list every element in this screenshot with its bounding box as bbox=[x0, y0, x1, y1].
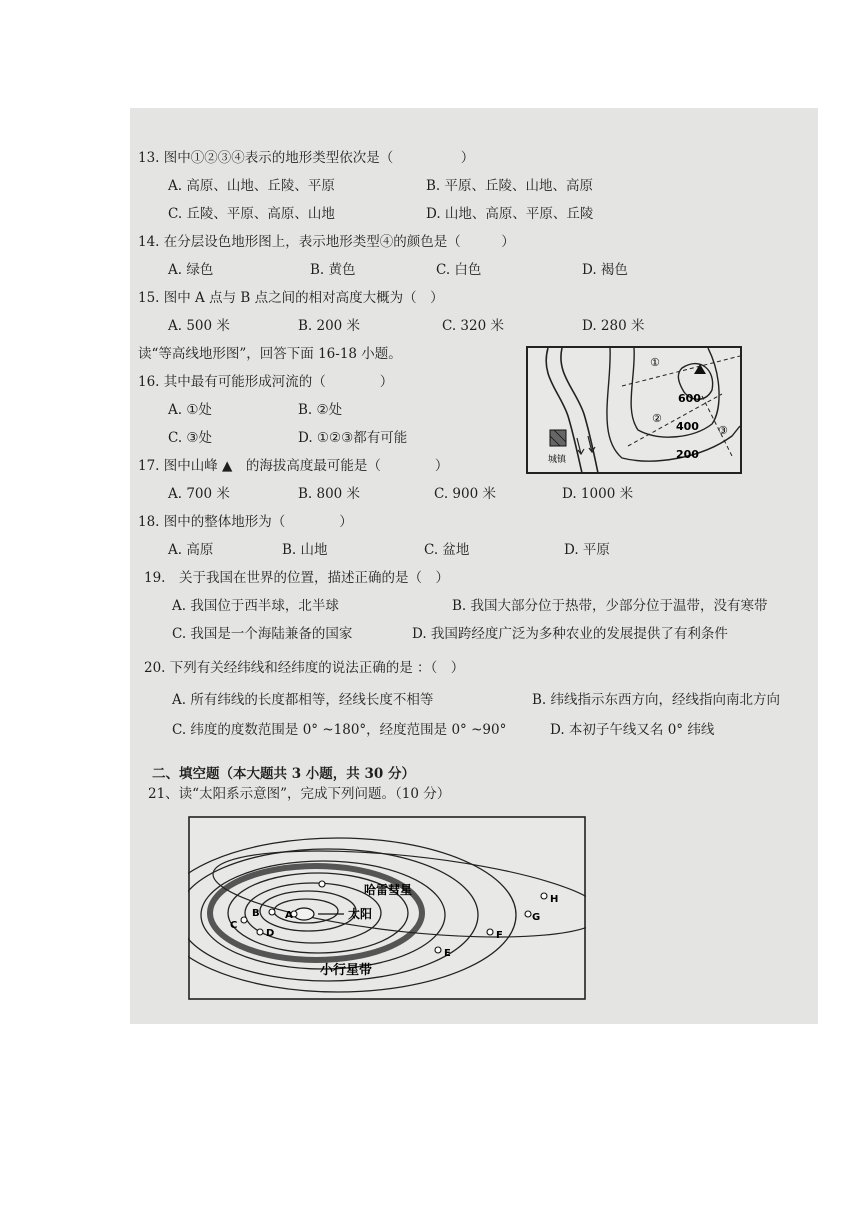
intro-16-18: 读“等高线地形图”，回答下面 16-18 小题。 bbox=[138, 346, 402, 362]
question-15: 15. 图中 A 点与 B 点之间的相对高度大概为（ ） bbox=[138, 290, 444, 306]
point-A: A bbox=[285, 910, 293, 921]
q17-option-a: A. 700 米 bbox=[168, 486, 230, 502]
q19-option-d: D. 我国跨经度广泛为多种农业的发展提供了有利条件 bbox=[412, 626, 728, 642]
q18-option-d: D. 平原 bbox=[564, 542, 610, 558]
point-C-left: C bbox=[230, 920, 238, 931]
q13-option-b: B. 平原、丘陵、山地、高原 bbox=[426, 178, 594, 194]
q14-option-a: A. 绿色 bbox=[168, 262, 214, 278]
section-2-heading: 二、填空题（本大题共 3 小题，共 30 分） bbox=[152, 766, 415, 782]
sun-label: 太阳 bbox=[348, 907, 373, 921]
q14-option-d: D. 褐色 bbox=[582, 262, 628, 278]
point-G: G bbox=[532, 912, 541, 923]
town-label: 城镇 bbox=[548, 455, 567, 465]
question-17: 17. 图中山峰 ▲ 的海拔高度最可能是（ ） bbox=[138, 458, 449, 474]
q18-option-c: C. 盆地 bbox=[424, 542, 470, 558]
q15-option-b: B. 200 米 bbox=[298, 318, 361, 334]
q18-option-b: B. 山地 bbox=[282, 542, 328, 558]
marker-3: ③ bbox=[718, 424, 728, 437]
q20-option-a: A. 所有纬线的长度都相等，经线长度不相等 bbox=[172, 692, 434, 708]
q14-option-c: C. 白色 bbox=[436, 262, 482, 278]
point-E: E bbox=[444, 948, 451, 959]
point-B: B bbox=[252, 908, 260, 919]
solar-system-diagram bbox=[188, 816, 586, 1000]
q17-option-d: D. 1000 米 bbox=[562, 486, 634, 502]
question-16: 16. 其中最有可能形成河流的（ ） bbox=[138, 374, 394, 390]
contour-label-200: 200 bbox=[676, 448, 699, 461]
q15-option-a: A. 500 米 bbox=[168, 318, 230, 334]
q15-option-c: C. 320 米 bbox=[442, 318, 504, 334]
question-18: 18. 图中的整体地形为（ ） bbox=[138, 514, 353, 530]
q16-option-b: B. ②处 bbox=[298, 402, 343, 418]
q13-option-c: C. 丘陵、平原、高原、山地 bbox=[168, 206, 335, 222]
scanned-exam-page bbox=[130, 108, 818, 1024]
q19-option-c: C. 我国是一个海陆兼备的国家 bbox=[172, 626, 353, 642]
q20-option-b: B. 纬线指示东西方向，经线指向南北方向 bbox=[532, 692, 781, 708]
q19-option-a: A. 我国位于西半球，北半球 bbox=[172, 598, 339, 614]
q17-option-b: B. 800 米 bbox=[298, 486, 361, 502]
q20-option-d: D. 本初子午线又名 0° 纬线 bbox=[550, 722, 715, 738]
belt-label: 小行星带 bbox=[320, 963, 373, 978]
contour-label-600: 600 bbox=[678, 392, 701, 405]
q16-option-a: A. ①处 bbox=[168, 402, 212, 418]
marker-1: ① bbox=[650, 356, 660, 369]
q13-option-a: A. 高原、山地、丘陵、平原 bbox=[168, 178, 335, 194]
question-14: 14. 在分层设色地形图上，表示地形类型④的颜色是（ ） bbox=[138, 234, 515, 250]
q16-option-d: D. ①②③都有可能 bbox=[298, 430, 408, 446]
question-20: 20. 下列有关经纬线和经纬度的说法正确的是 ：（ ） bbox=[144, 660, 465, 676]
point-F: F bbox=[496, 930, 503, 941]
q20-option-c: C. 纬度的度数范围是 0° ~180°，经度范围是 0° ~90° bbox=[172, 722, 507, 738]
question-19: 19. 关于我国在世界的位置，描述正确的是（ ） bbox=[144, 570, 449, 586]
question-21: 21、读“太阳系示意图”，完成下列问题。（10 分） bbox=[148, 786, 451, 802]
question-13: 13. 图中①②③④表示的地形类型依次是（ ） bbox=[138, 150, 475, 166]
q19-option-b: B. 我国大部分位于热带，少部分位于温带，没有寒带 bbox=[452, 598, 768, 614]
point-H: H bbox=[550, 894, 559, 905]
comet-label: 哈雷彗星 bbox=[364, 883, 413, 897]
q16-option-c: C. ③处 bbox=[168, 430, 213, 446]
q13-option-d: D. 山地、高原、平原、丘陵 bbox=[426, 206, 594, 222]
contour-label-400: 400 bbox=[676, 420, 699, 433]
point-D: D bbox=[266, 928, 275, 939]
q17-option-c: C. 900 米 bbox=[434, 486, 496, 502]
contour-map bbox=[526, 346, 742, 474]
q18-option-a: A. 高原 bbox=[168, 542, 214, 558]
q15-option-d: D. 280 米 bbox=[582, 318, 645, 334]
marker-2: ② bbox=[652, 412, 662, 425]
q14-option-b: B. 黄色 bbox=[310, 262, 356, 278]
